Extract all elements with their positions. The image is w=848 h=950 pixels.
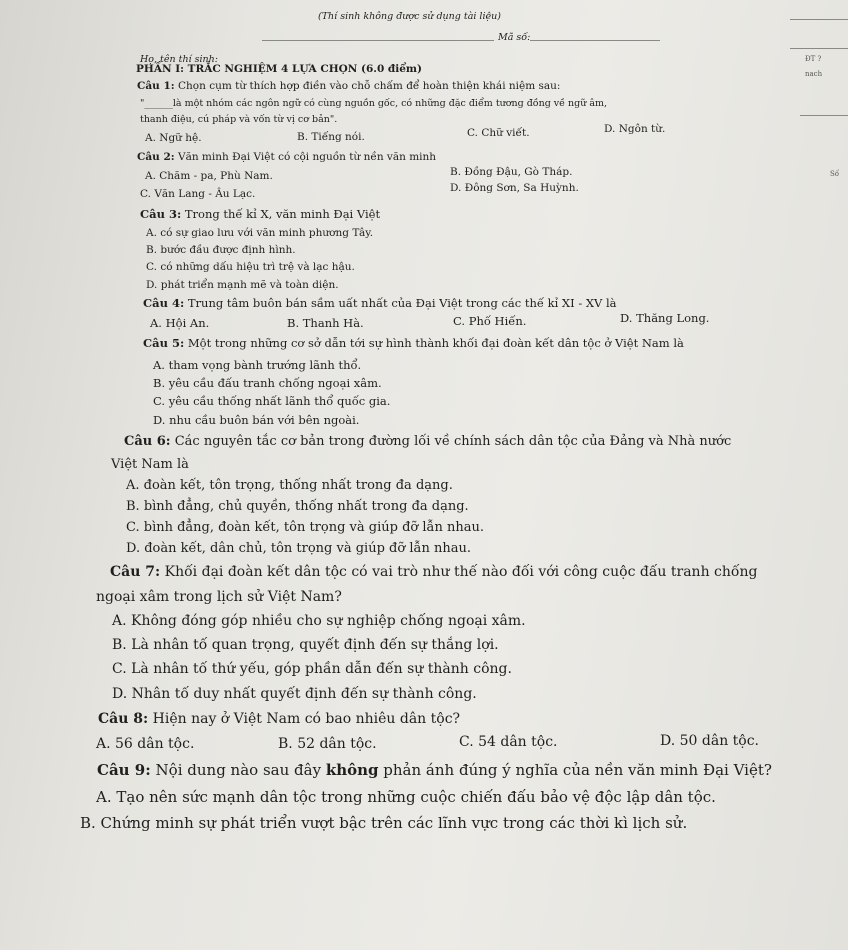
question-3-option-a[interactable]: A. có sự giao lưu với văn minh phương Tây.: [146, 227, 374, 239]
question-7-option-d[interactable]: D. Nhân tố duy nhất quyết định đến sự thành công.: [112, 686, 477, 702]
question-9-option-a[interactable]: A. Tạo nên sức mạnh dân tộc trong những cuộc chiến đấu bảo vệ độc lập dân tộc.: [96, 788, 716, 806]
question-2-option-d[interactable]: D. Đông Sơn, Sa Huỳnh.: [450, 182, 579, 194]
question-4-option-b[interactable]: B. Thanh Hà.: [287, 316, 364, 330]
question-9-option-b[interactable]: B. Chứng minh sự phát triển vượt bậc trên các lĩnh vực trong các thời kì lịch sử.: [80, 814, 688, 832]
question-6-option-b[interactable]: B. bình đẳng, chủ quyền, thống nhất trong đa dạng.: [126, 499, 469, 514]
question-5-option-a[interactable]: A. tham vọng bành trướng lãnh thổ.: [153, 358, 362, 372]
question-1-option-a[interactable]: A. Ngữ hệ.: [145, 132, 202, 144]
question-3-stem: Câu 3: Trong thế kỉ X, văn minh Đại Việt: [140, 207, 381, 221]
question-1-option-c[interactable]: C. Chữ viết.: [467, 127, 530, 139]
code-label: Mã số:: [498, 32, 531, 43]
question-6-stem: Câu 6: Các nguyên tắc cơ bản trong đường lối về chính sách dân tộc của Đảng và Nhà nước: [124, 434, 732, 449]
divider: [790, 48, 848, 49]
divider: [262, 40, 494, 41]
question-3-option-c[interactable]: C. có những dấu hiệu trì trệ và lạc hậu.: [146, 261, 355, 273]
question-6-line: Việt Nam là: [111, 457, 189, 472]
question-8-option-d[interactable]: D. 50 dân tộc.: [660, 733, 760, 749]
question-8-option-c[interactable]: C. 54 dân tộc.: [459, 734, 558, 750]
margin-note: Số: [830, 170, 840, 178]
question-4-stem: Câu 4: Trung tâm buôn bán sầm uất nhất của Đại Việt trong các thế kỉ XI - XV là: [143, 296, 617, 310]
question-7-stem: Câu 7: Khối đại đoàn kết dân tộc có vai trò như thế nào đối với công cuộc đấu tranh chống: [110, 564, 758, 580]
question-3-option-d[interactable]: D. phát triển mạnh mẽ và toàn diện.: [146, 279, 339, 291]
question-2-stem: Câu 2: Văn minh Đại Việt có cội nguồn từ nền văn minh: [137, 151, 437, 163]
question-4-option-a[interactable]: A. Hội An.: [150, 316, 210, 330]
question-2-option-b[interactable]: B. Đồng Đậu, Gò Tháp.: [450, 166, 573, 178]
question-7-option-a[interactable]: A. Không đóng góp nhiều cho sự nghiệp chống ngoại xâm.: [112, 613, 526, 629]
question-4-option-c[interactable]: C. Phố Hiến.: [453, 314, 527, 328]
question-8-option-a[interactable]: A. 56 dân tộc.: [96, 736, 195, 752]
question-1-option-d[interactable]: D. Ngôn từ.: [604, 123, 666, 135]
question-2-option-a[interactable]: A. Chăm - pa, Phù Nam.: [145, 170, 273, 182]
question-7-line: ngoại xâm trong lịch sử Việt Nam?: [96, 589, 342, 605]
question-5-option-d[interactable]: D. nhu cầu buôn bán với bên ngoài.: [153, 413, 360, 427]
question-7-option-c[interactable]: C. Là nhân tố thứ yếu, góp phần dẫn đến sự thành công.: [112, 661, 512, 677]
question-1-stem: Câu 1: Chọn cụm từ thích hợp điền vào chỗ chấm để hoàn thiện khái niệm sau:: [137, 80, 561, 92]
divider: [800, 115, 848, 116]
question-7-option-b[interactable]: B. Là nhân tố quan trọng, quyết định đến sự thắng lợi.: [112, 637, 499, 653]
question-6-option-d[interactable]: D. đoàn kết, dân chủ, tôn trọng và giúp đỡ lẫn nhau.: [126, 541, 471, 556]
question-1-line: thanh điệu, cú pháp và vốn từ vị cơ bản".: [140, 114, 338, 125]
question-8-option-b[interactable]: B. 52 dân tộc.: [278, 736, 377, 752]
question-5-option-c[interactable]: C. yêu cầu thống nhất lãnh thổ quốc gia.: [153, 394, 391, 408]
question-9-stem: Câu 9: Nội dung nào sau đây không phản ánh đúng ý nghĩa của nền văn minh Đại Việt?: [97, 761, 772, 779]
question-2-option-c[interactable]: C. Văn Lang - Âu Lạc.: [140, 188, 256, 200]
question-8-stem: Câu 8: Hiện nay ở Việt Nam có bao nhiêu dân tộc?: [98, 711, 461, 727]
divider: [790, 19, 848, 20]
divider: [530, 40, 660, 41]
margin-note: nach: [805, 70, 823, 78]
question-6-option-c[interactable]: C. bình đẳng, đoàn kết, tôn trọng và giúp đỡ lẫn nhau.: [126, 520, 484, 535]
question-5-option-b[interactable]: B. yêu cầu đấu tranh chống ngoại xâm.: [153, 376, 382, 390]
header-note: (Thí sinh không được sử dụng tài liệu): [318, 11, 501, 22]
question-5-stem: Câu 5: Một trong những cơ sở dẫn tới sự hình thành khối đại đoàn kết dân tộc ở Việt Nam là: [143, 336, 684, 350]
question-6-option-a[interactable]: A. đoàn kết, tôn trọng, thống nhất trong đa dạng.: [126, 478, 453, 493]
margin-note: ĐT ?: [805, 55, 822, 63]
question-4-option-d[interactable]: D. Thăng Long.: [620, 311, 710, 325]
question-1-line: "______là một nhóm các ngôn ngữ có cùng nguồn gốc, có những đặc điểm tương đồng về ngữ âm,: [140, 98, 608, 109]
question-3-option-b[interactable]: B. bước đầu được định hình.: [146, 244, 296, 256]
name-label: Họ, tên thí sinh:: [140, 54, 218, 65]
section-title: PHẦN I: TRẮC NGHIỆM 4 LỰA CHỌN (6.0 điểm): [136, 63, 422, 75]
question-1-option-b[interactable]: B. Tiếng nói.: [297, 131, 365, 143]
